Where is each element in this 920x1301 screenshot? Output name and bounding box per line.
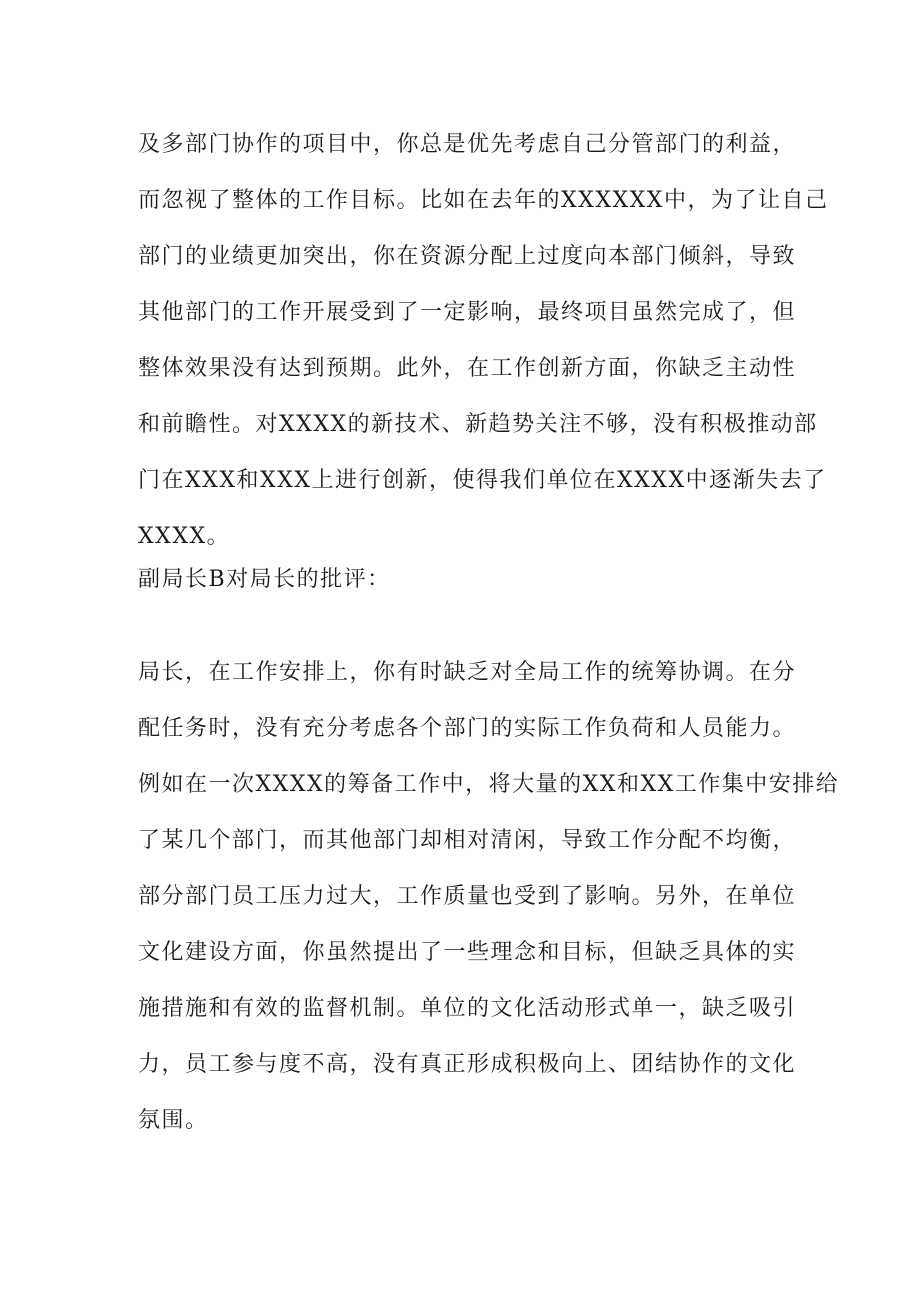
paragraph-line: 了某几个部门，而其他部门却相对清闲，导致工作分配不均衡， (138, 828, 797, 853)
paragraph-line: 及多部门协作的项目中，你总是优先考虑自己分管部门的利益， (138, 132, 797, 157)
paragraph-line: 而忽视了整体的工作目标。比如在去年的XXXXXX中，为了让自己 (138, 188, 829, 213)
paragraph-line: 和前瞻性。对XXXX的新技术、新趋势关注不够，没有积极推动部 (138, 412, 818, 437)
paragraph-line: 氛围。 (138, 1108, 209, 1133)
section-heading-text: 副局长B对局长的批评： (138, 567, 391, 592)
paragraph-line: 整体效果没有达到预期。此外，在工作创新方面，你缺乏主动性 (138, 356, 797, 381)
paragraph-line: 例如在一次XXXX的筹备工作中，将大量的XX和XX工作集中安排给 (138, 772, 840, 797)
paragraph-line: 施措施和有效的监督机制。单位的文化活动形式单一，缺乏吸引 (138, 996, 797, 1021)
paragraph-1 (138, 117, 829, 565)
paragraph-line: XXXX。 (138, 524, 231, 549)
section-heading (138, 552, 788, 608)
paragraph-line: 部分部门员工压力过大，工作质量也受到了影响。另外，在单位 (138, 884, 797, 909)
paragraph-line: 局长，在工作安排上，你有时缺乏对全局工作的统筹协调。在分 (138, 660, 797, 685)
paragraph-line: 配任务时，没有充分考虑各个部门的实际工作负荷和人员能力。 (138, 716, 797, 741)
paragraph-line: 其他部门的工作开展受到了一定影响，最终项目虽然完成了，但 (138, 300, 797, 325)
paragraph-2 (138, 645, 840, 1149)
paragraph-line: 文化建设方面，你虽然提出了一些理念和目标，但缺乏具体的实 (138, 940, 797, 965)
paragraph-line: 门在XXX和XXX上进行创新，使得我们单位在XXXX中逐渐失去了 (138, 468, 827, 493)
paragraph-line: 力，员工参与度不高，没有真正形成积极向上、团结协作的文化 (138, 1052, 797, 1077)
paragraph-line: 部门的业绩更加突出，你在资源分配上过度向本部门倾斜，导致 (138, 244, 797, 269)
